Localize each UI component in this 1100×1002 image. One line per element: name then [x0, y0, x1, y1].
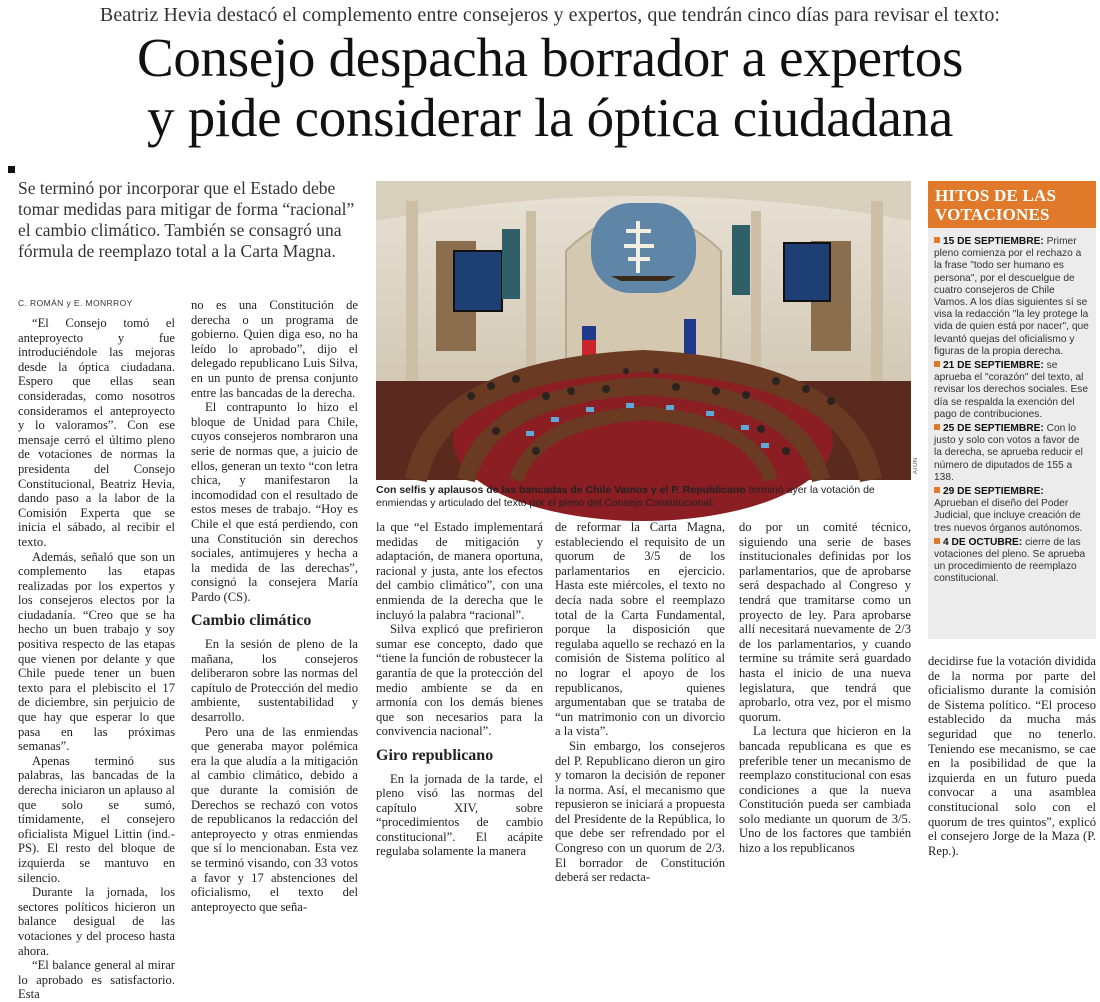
sidebar-item-text: se aprueba el "corazón" del texto, al revisar los derechos sociales. Ese día se respalda la exención del pago de contribuciones. — [934, 360, 1089, 420]
sidebar-item — [934, 423, 1090, 484]
orange-square-icon — [934, 487, 940, 493]
sidebar-item-date: 25 DE SEPTIEMBRE: — [943, 423, 1044, 435]
photo-caption — [376, 484, 916, 510]
sidebar-item — [934, 486, 1090, 535]
sidebar-item-text: Primer pleno comienza por el rechazo a la frase "todo ser humano es persona", por el descuelgue de cuatro consejeros de Chile Vamos. A los días siguientes sí se visa la redacción "la ley protege la vida de quien está por nacer", que levantó quejas del oficialismo y figuras de la propia derecha. — [934, 236, 1089, 357]
sidebar-title: HITOS DE LAS VOTACIONES — [928, 181, 1096, 228]
sidebar-item — [934, 537, 1090, 586]
sidebar-item-text: cierre de las votaciones del pleno. Se aprueba un procedimiento de reemplazo constitucional. — [934, 536, 1086, 585]
paragraph: La lectura que hicieron en la bancada republicana es que es preferible tener un mecanismo de reemplazo constitucional con esas condiciones a que la nueva Constitución pueda ser cambiada solo mediante un quorum de 3/5. Uno de los factores que también hizo a los republicanos — [739, 724, 911, 856]
photo-credit: ATON — [913, 458, 919, 475]
paragraph: En la jornada de la tarde, el pleno visó las normas del capítulo XIV, sobre “procedimientos de cambio constitucional”. El acápite regulaba solamente la manera — [376, 771, 543, 859]
caption-bold: Con selfis y aplausos de las bancadas de Chile Vamos y el P. Republicano — [376, 484, 746, 496]
chamber-illustration — [376, 181, 911, 480]
sidebar-item-text: Con lo justo y solo con votos a favor de la derecha, se aprueba reducir el número de diputados de 155 a 138. — [934, 423, 1083, 483]
caption-text: terminó ayer la votación de enmiendas y articulado del texto por el pleno del Consejo Constitucional. — [376, 484, 875, 509]
body-column-5 — [739, 520, 911, 856]
paragraph: decidirse fue la votación dividida de la norma por parte del oficialismo durante la comisión de Sistema político. “El proceso establecido da mucha más seguridad que no tenerlo. Teniendo ese mecanismo, se cae en la posibilidad de que la izquierda en un futuro pueda convocar a una asamblea constitucional solo con el quorum de tres quintos”, explicó el consejero Jorge de la Maza (P. Rep.). — [928, 654, 1096, 858]
section-heading: Cambio climático — [191, 612, 312, 630]
orange-square-icon — [934, 237, 940, 243]
sidebar-item — [934, 236, 1090, 358]
paragraph: “El Consejo tomó el anteproyecto y fue introduciéndole las mejoras desde la óptica ciudadana. Espero que ellas sean consideradas, como nosotros consideramos el anteproyecto y lo valoramos”. Con ese mensaje cerró el último pleno de votaciones de normas la presidenta del Consejo Constitucional, Beatriz Hevia, dando paso a la labor de la Comisión Experta que se inicia el sábado, al recibir el texto. — [18, 316, 175, 549]
paragraph: de reformar la Carta Magna, estableciendo el requisito de un quorum de 3/5 de los parlamentarios en ejercicio. Hasta este miércoles, el texto no decía nada sobre el reemplazo total de la Carta Fundamental, porque la disposición que regulaba aquello se rechazó en la comisión de Sistema político al no lograr el apoyo de los republicanos, quienes argumentaban que se trataba de “un matrimonio con un divorcio a la vista”. — [555, 520, 725, 739]
sidebar-item — [934, 360, 1090, 421]
byline: C. ROMÁN y E. MONRROY — [18, 298, 133, 308]
paragraph: Apenas terminó sus palabras, las bancadas de la derecha iniciaron un aplauso al que solo se sumó, tímidamente, el consejero oficialista Miguel Littin (ind.-PS). El resto del bloque de izquierda se mantuvo en silencio. — [18, 753, 175, 885]
section-heading: Giro republicano — [376, 746, 494, 764]
body-column-6 — [928, 654, 1096, 858]
sidebar-item-text: Aprueban el diseño del Poder Judicial, que incluye creación de tres nuevos órganos autónomos. — [934, 498, 1083, 534]
article-kicker: Beatriz Hevia destacó el complemento entre consejeros y expertos, que tendrán cinco días para revisar el texto: — [99, 4, 1001, 26]
sidebar-list — [928, 228, 1096, 594]
headline-line-1: Consejo despacha borrador a expertos — [136, 27, 964, 88]
paragraph: Silva explicó que prefirieron sumar ese concepto, dado que “tiene la función de robustecer la garantía de que la protección del medio ambiente se da en armonía con los demás bienes que son necesarios para la convivencia nacional”. — [376, 622, 543, 739]
body-column-1 — [18, 316, 175, 1002]
paragraph: la que “el Estado implementará medidas de mitigación y adaptación, de manera oportuna, racional y justa, ante los efectos del cambio climático”, con una enmienda de la derecha que le incluyó la palabra “racional”. — [376, 520, 543, 622]
paragraph: Durante la jornada, los sectores políticos hicieron un balance desigual de las votaciones y del proceso hasta ahora. — [18, 885, 175, 958]
paragraph: “El balance general al mirar lo aprobado es satisfactorio. Esta — [18, 958, 175, 1002]
orange-square-icon — [934, 361, 940, 367]
paragraph: Pero una de las enmiendas que generaba mayor polémica era la que aludía a la mitigación al cambio climático, debido a que durante la comisión de Derechos se rechazó con votos de republicanos la redacción del anteproyecto y otras enmiendas que sí lo mencionaban. Esta vez se terminó visando, con 33 votos a favor y 17 abstenciones del oficialismo, el texto del anteproyecto que seña- — [191, 724, 358, 914]
paragraph: Además, señaló que son un complemento las etapas realizadas por los expertos y los consejeros electos por la ciudadanía. “Creo que se ha hecho un buen trabajo y soy positiva respecto de las etapas que vienen por delante y que Chile puede tener un buen texto para el plebiscito el 17 de diciembre, sin perjuicio de que hay que esperar lo que pasa en las próximas semanas”. — [18, 549, 175, 754]
body-column-4 — [555, 520, 725, 885]
paragraph: Sin embargo, los consejeros del P. Republicano dieron un giro y tomaron la decisión de reponer la norma. Así, el mecanismo que repusieron se iniciará a propuesta del Presidente de la República, lo que debe ser refrendado por el Congreso con un quorum de 2/3. El borrador de Constitución deberá ser redacta- — [555, 738, 725, 885]
orange-square-icon — [934, 538, 940, 544]
paragraph: do por un comité técnico, siguiendo una serie de bases institucionales definidas por los parlamentarios, que de aprobarse será despachado al Congreso y tendrá que tramitarse como un proyecto de ley. Para aprobarse allí necesitará nuevamente de 2/3 de los parlamentarios, y cuando termine su trámite será guardado hasta el inicio de una nueva legislatura, que tendrá que aprobarlo, otra vez, por el mismo quorum. — [739, 520, 911, 724]
body-column-2 — [191, 298, 358, 914]
paragraph: no es una Constitución de derecha o un programa de gobierno. Quien diga eso, no ha leído lo aprobado”, dijo el delegado republicano Luis Silva, en un punto de prensa conjunto entre las bancadas de la derecha. — [191, 298, 358, 400]
lead-bullet-icon — [8, 166, 15, 173]
pleno-photo — [376, 181, 911, 480]
paragraph: El contrapunto lo hizo el bloque de Unidad para Chile, cuyos consejeros nombraron una serie de normas que, a juicio de ellos, generan un texto “con letra chica, y manifestaron la incomodidad con el resultado de estos meses de trabajo. “Hoy es Chile el que está perdiendo, con una Constitución sin derechos sociales, antimujeres y hecha a la medida de las derechas”, consignó la consejera María Pardo (CS). — [191, 400, 358, 604]
sidebar-item-date: 4 DE OCTUBRE: — [943, 536, 1023, 548]
article-headline — [0, 28, 1100, 148]
paragraph: En la sesión de pleno de la mañana, los consejeros deliberaron sobre las normas del capítulo de Protección del medio ambiente, sustentabilidad y desarrollo. — [191, 637, 358, 725]
headline-line-2: y pide considerar la óptica ciudadana — [147, 87, 953, 148]
timeline-sidebar — [928, 181, 1096, 639]
sidebar-item-date: 15 DE SEPTIEMBRE: — [943, 236, 1044, 247]
sidebar-item-date: 21 DE SEPTIEMBRE: — [943, 360, 1044, 372]
sidebar-item-date: 29 DE SEPTIEMBRE: — [943, 486, 1044, 498]
article-lead: Se terminó por incorporar que el Estado debe tomar medidas para mitigar de forma “racional” el cambio climático. También se consagró una fórmula de reemplazo total a la Carta Magna. — [18, 178, 355, 261]
orange-square-icon — [934, 424, 940, 430]
body-column-3 — [376, 520, 543, 859]
